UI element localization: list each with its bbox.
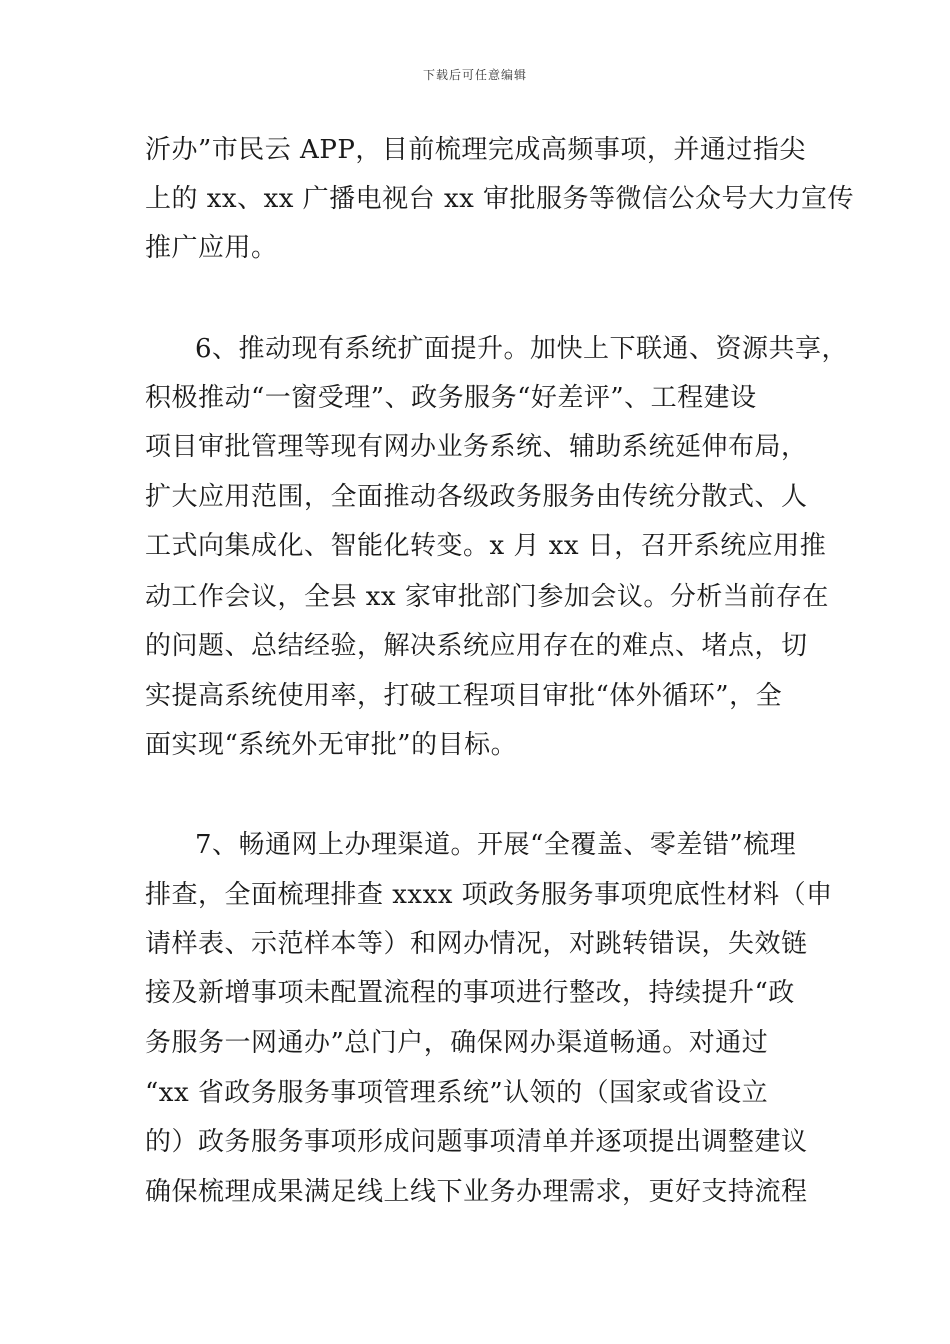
text-line: “xx 省政务服务事项管理系统”认领的（国家或省设立 (145, 1078, 769, 1108)
text-line: 的）政务服务事项形成问题事项清单并逐项提出调整建议 (145, 1127, 808, 1157)
text-line: 确保梳理成果满足线上线下业务办理需求，更好支持流程 (145, 1177, 808, 1207)
text-line: 推广应用。 (145, 233, 278, 263)
text-line: 项目审批管理等现有网办业务系统、辅助系统延伸布局， (145, 432, 808, 462)
text-line: 务服务一网通办”总门户，确保网办渠道畅通。对通过 (145, 1028, 769, 1058)
text-line: 请样表、示范样本等）和网办情况，对跳转错误，失效链 (145, 929, 808, 959)
text-line: 排查，全面梳理排查 xxxx 项政务服务事项兜底性材料（申 (145, 880, 833, 910)
text-line: 上的 xx、xx 广播电视台 xx 审批服务等微信公众号大力宣传 (145, 184, 855, 214)
header-note: 下载后可任意编辑 (422, 68, 527, 82)
text-line: 的问题、总结经验，解决系统应用存在的难点、堵点，切 (145, 631, 808, 661)
text-line: 接及新增事项未配置流程的事项进行整改，持续提升“政 (145, 978, 795, 1008)
text-line: 积极推动“一窗受理”、政务服务“好差评”、工程建设 (145, 383, 757, 413)
text-line: 面实现“系统外无审批”的目标。 (145, 730, 518, 760)
text-line: 扩大应用范围，全面推动各级政务服务由传统分散式、人 (145, 482, 808, 512)
text-line: 7、畅通网上办理渠道。开展“全覆盖、零差错”梳理 (195, 830, 797, 860)
text-line: 动工作会议，全县 xx 家审批部门参加会议。分析当前存在 (145, 582, 829, 612)
text-line: 实提高系统使用率，打破工程项目审批“体外循环”，全 (145, 681, 783, 711)
text-line: 6、推动现有系统扩面提升。加快上下联通、资源共享， (195, 334, 849, 364)
text-line: 沂办”市民云 APP，目前梳理完成高频事项，并通过指尖 (145, 135, 806, 165)
text-line: 工式向集成化、智能化转变。x 月 xx 日，召开系统应用推 (145, 531, 827, 561)
